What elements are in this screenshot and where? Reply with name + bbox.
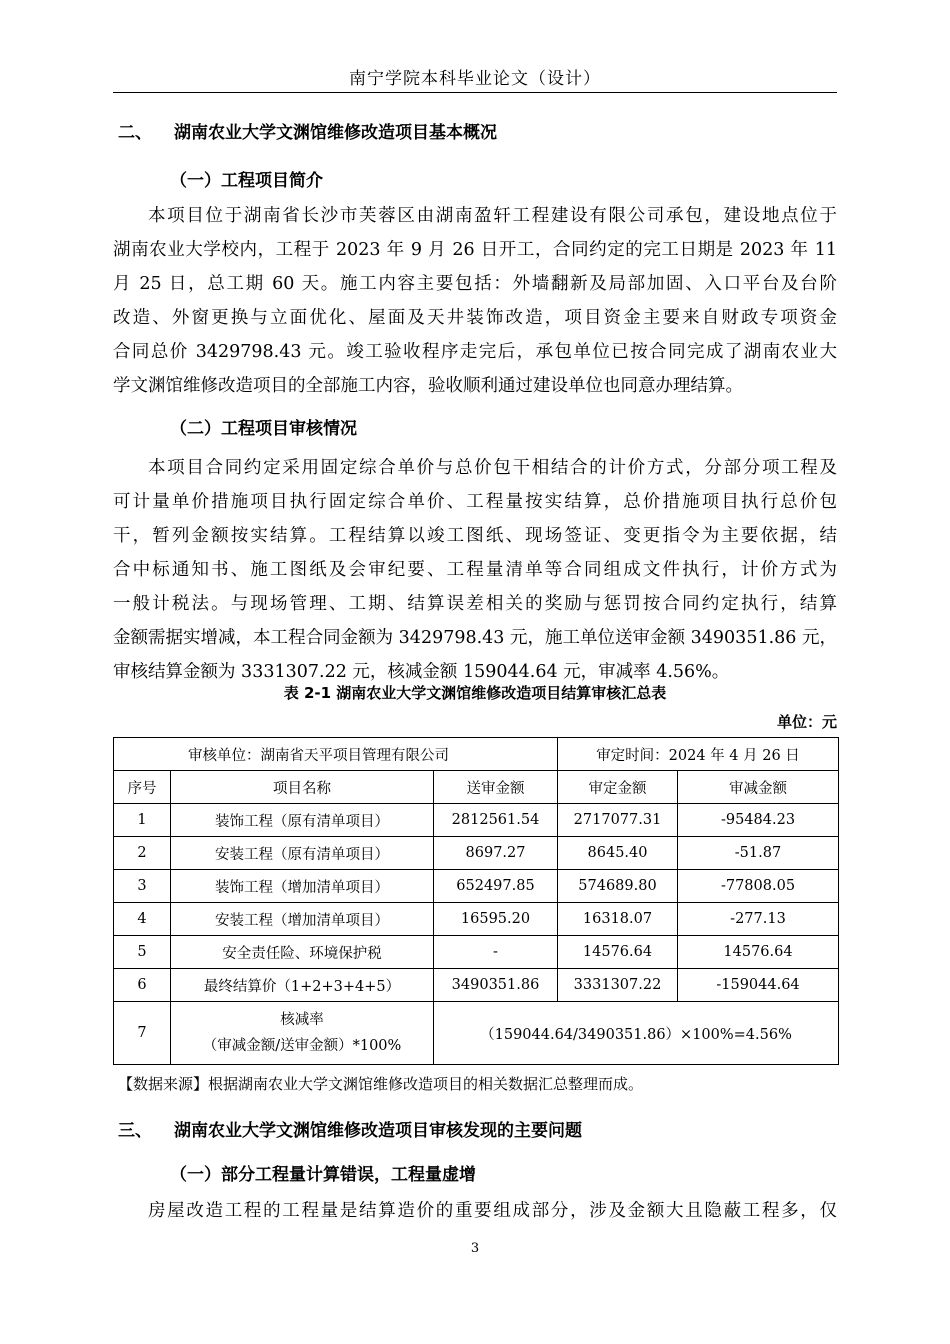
paragraph-line: 房屋改造工程的工程量是结算造价的重要组成部分，涉及金额大且隐蔽工程多，仅 (148, 1201, 837, 1221)
section-3-title: 湖南农业大学文渊馆维修改造项目审核发现的主要问题 (174, 1121, 582, 1141)
column-header: 序号 (114, 771, 171, 804)
column-header: 项目名称 (171, 771, 434, 804)
table-header-row (114, 771, 839, 804)
paragraph-line: 本项目位于湖南省长沙市芙蓉区由湖南盈轩工程建设有限公司承包，建设地点位于 (148, 206, 837, 226)
submitted-amount: 3490351.86 (434, 969, 558, 1002)
table-row (114, 804, 839, 837)
row-number: 1 (114, 804, 171, 837)
row-number: 5 (114, 936, 171, 969)
table-row (114, 936, 839, 969)
approved-amount: 8645.40 (558, 837, 678, 870)
reduced-amount: -51.87 (678, 837, 839, 870)
paragraph-line: 合同总价 3429798.43 元。竣工验收程序走完后，承包单位已按合同完成了湖南农业大 (113, 342, 837, 362)
approved-amount: 14576.64 (558, 936, 678, 969)
submitted-amount: 8697.27 (434, 837, 558, 870)
paragraph-line: 干，暂列金额按实结算。工程结算以竣工图纸、现场签证、变更指令为主要依据，结 (113, 526, 837, 546)
page-number: 3 (470, 1241, 480, 1256)
rate-formula-label: （审减金额/送审金额）*100% (202, 1038, 402, 1054)
item-name: 装饰工程（增加清单项目） (171, 870, 434, 903)
submitted-amount: - (434, 936, 558, 969)
table-caption: 表 2-1 湖南农业大学文渊馆维修改造项目结算审核汇总表 (283, 684, 667, 702)
rate-label-cell (171, 1002, 434, 1065)
section-3-number: 三、 (118, 1121, 152, 1141)
column-header: 审减金额 (678, 771, 839, 804)
submitted-amount: 652497.85 (434, 870, 558, 903)
paragraph-line: 改造、外窗更换与立面优化、屋面及天井装饰改造，项目资金主要来自财政专项资金 (113, 308, 837, 328)
submitted-amount: 16595.20 (434, 903, 558, 936)
approved-amount: 3331307.22 (558, 969, 678, 1002)
table-meta-row (114, 738, 839, 771)
table-rate-row (114, 1002, 839, 1065)
page-header-title: 南宁学院本科毕业论文（设计） (349, 69, 601, 89)
approved-amount: 16318.07 (558, 903, 678, 936)
rate-value: （159044.64/3490351.86）×100%=4.56% (434, 1002, 839, 1065)
reduced-amount: -95484.23 (678, 804, 839, 837)
item-name: 最终结算价（1+2+3+4+5） (171, 969, 434, 1002)
column-header: 送审金额 (434, 771, 558, 804)
row-number: 7 (114, 1002, 171, 1065)
table-unit: 单位：元 (776, 713, 837, 731)
paragraph-line: 金额需据实增减，本工程合同金额为 3429798.43 元，施工单位送审金额 3490351.86 元， (113, 628, 837, 648)
paragraph-line: 本项目合同约定采用固定综合单价与总价包干相结合的计价方式，分部分项工程及 (148, 458, 837, 478)
approved-amount: 2717077.31 (558, 804, 678, 837)
paragraph-line: 湖南农业大学校内，工程于 2023 年 9 月 26 日开工，合同约定的完工日期是 2023 年 11 (113, 240, 837, 260)
item-name: 安装工程（增加清单项目） (171, 903, 434, 936)
paragraph-line: 可计量单价措施项目执行固定综合单价、工程量按实结算，总价措施项目执行总价包 (113, 492, 837, 512)
paragraph-line: 一般计税法。与现场管理、工期、结算误差相关的奖励与惩罚按合同约定执行，结算 (113, 594, 837, 614)
reduced-amount: -159044.64 (678, 969, 839, 1002)
reduced-amount: 14576.64 (678, 936, 839, 969)
quantity-error-paragraph (113, 1194, 837, 1228)
row-number: 6 (114, 969, 171, 1002)
row-number: 4 (114, 903, 171, 936)
row-number: 3 (114, 870, 171, 903)
audit-unit-cell: 审核单位：湖南省天平项目管理有限公司 (114, 738, 558, 771)
audit-time-cell: 审定时间：2024 年 4 月 26 日 (558, 738, 839, 771)
table-row (114, 870, 839, 903)
reduced-amount: -77808.05 (678, 870, 839, 903)
paragraph-line: 审核结算金额为 3331307.22 元，核减金额 159044.64 元，审减率 4.56%。 (113, 662, 730, 682)
project-intro-paragraph (113, 199, 837, 403)
section-3-heading (118, 1116, 582, 1141)
row-number: 2 (114, 837, 171, 870)
section-2-heading (118, 118, 497, 143)
header-rule (113, 92, 837, 93)
item-name: 装饰工程（原有清单项目） (171, 804, 434, 837)
table-row (114, 903, 839, 936)
table-row (114, 969, 839, 1002)
audit-situation-paragraph (113, 451, 837, 689)
column-header: 审定金额 (558, 771, 678, 804)
approved-amount: 574689.80 (558, 870, 678, 903)
table-row (114, 837, 839, 870)
subsection-2-1-heading: （一）工程项目简介 (170, 171, 323, 191)
settlement-audit-summary-table (113, 737, 839, 1065)
section-2-title: 湖南农业大学文渊馆维修改造项目基本概况 (174, 123, 497, 143)
paragraph-line: 合中标通知书、施工图纸及会审纪要、工程量清单等合同组成文件执行，计价方式为 (113, 560, 837, 580)
paragraph-line: 月 25 日，总工期 60 天。施工内容主要包括：外墙翻新及局部加固、入口平台及台阶 (113, 274, 837, 294)
item-name: 安全责任险、环境保护税 (171, 936, 434, 969)
table-data-source: 【数据来源】根据湖南农业大学文渊馆维修改造项目的相关数据汇总整理而成。 (118, 1075, 644, 1093)
subsection-3-1-heading: （一）部分工程量计算错误，工程量虚增 (170, 1165, 476, 1185)
section-2-number: 二、 (118, 123, 152, 143)
paragraph-line: 学文渊馆维修改造项目的全部施工内容，验收顺利通过建设单位也同意办理结算。 (113, 376, 743, 396)
reduced-amount: -277.13 (678, 903, 839, 936)
subsection-2-2-heading: （二）工程项目审核情况 (170, 419, 357, 439)
item-name: 安装工程（原有清单项目） (171, 837, 434, 870)
rate-label: 核减率 (280, 1012, 324, 1028)
submitted-amount: 2812561.54 (434, 804, 558, 837)
